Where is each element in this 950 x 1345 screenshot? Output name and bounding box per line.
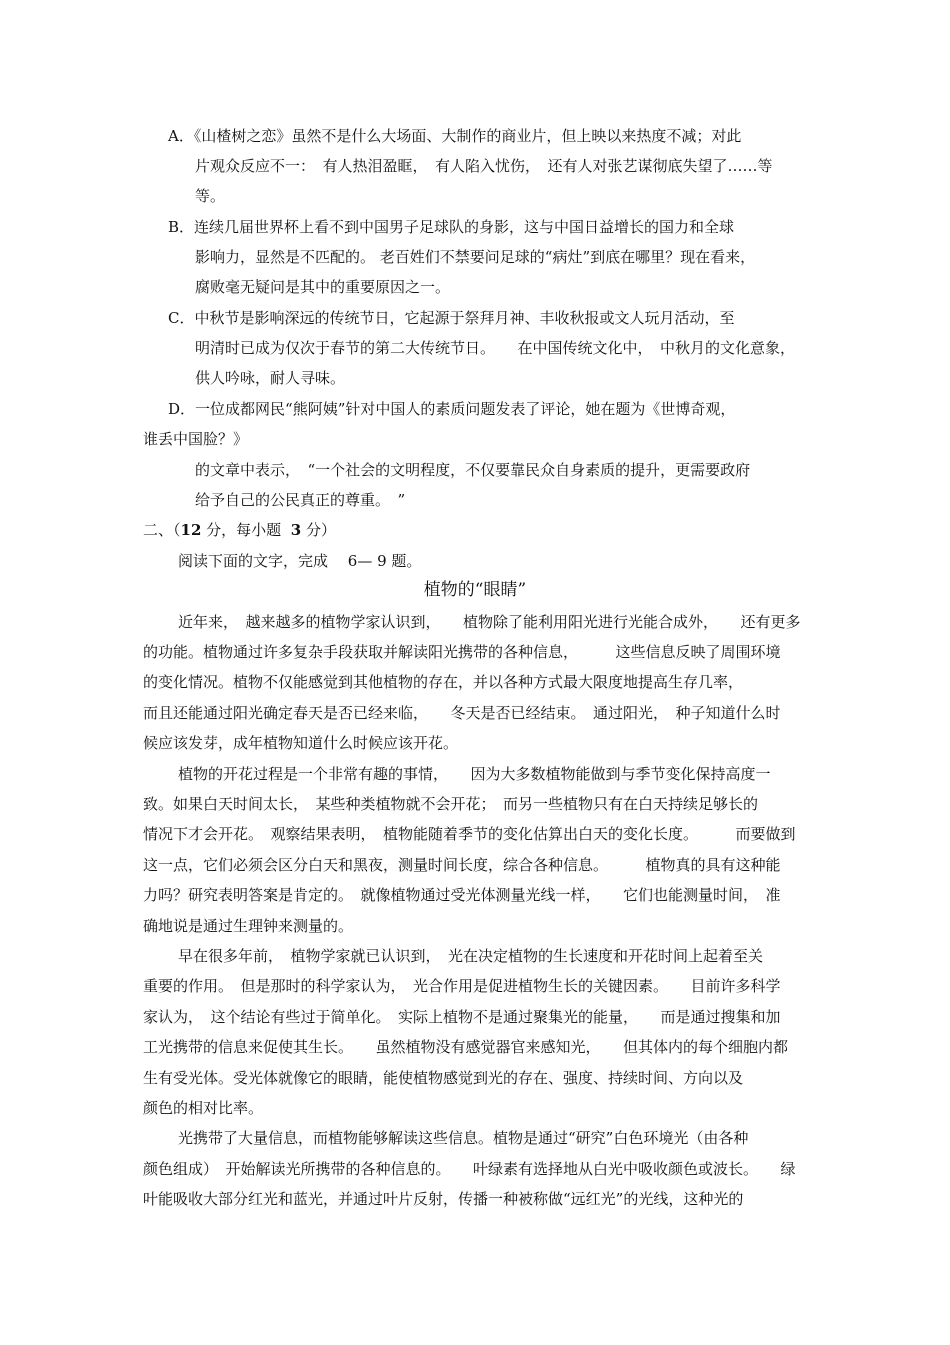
body-line: 植物的开花过程是一个非常有趣的事情， 因为大多数植物能做到与季节变化保持高度一 (178, 765, 771, 783)
option-c-line-3: 供人吟咏，耐人寻味。 (195, 369, 346, 387)
body-line: 家认为， 这个结论有些过于简单化。 实际上植物不是通过聚集光的能量， 而是通过搜集和加 (143, 1008, 781, 1026)
option-b-line-3: 腐败毫无疑问是其中的重要原因之一。 (195, 278, 451, 296)
option-d-line-1: D．一位成都网民“熊阿姨”针对中国人的素质问题发表了评论，她在题为《世博奇观， (168, 400, 736, 418)
body-line: 这一点，它们必须会区分白天和黑夜，测量时间长度，综合各种信息。 植物真的具有这种能 (143, 856, 781, 874)
option-d-line-2: 谁丢中国脸？》 (143, 430, 249, 448)
option-a-line-3: 等。 (195, 187, 226, 205)
section-each-points: 3 (290, 521, 302, 539)
body-line: 光携带了大量信息，而植物能够解读这些信息。植物是通过“研究”白色环境光（由各种 (178, 1129, 749, 1147)
section-instruction: 阅读下面的文字，完成 6— 9 题。 (178, 552, 422, 570)
body-line: 颜色的相对比率。 (143, 1099, 264, 1117)
body-line: 近年来， 越来越多的植物学家认识到， 植物除了能利用阳光进行光能合成外， 还有更多 (178, 613, 801, 631)
option-c-line-1: C．中秋节是影响深远的传统节日，它起源于祭拜月神、丰收秋报或文人玩月活动，至 (168, 309, 735, 327)
section-points: 12 (180, 521, 202, 539)
section-prefix: 二、（ (143, 521, 181, 539)
option-a-line-2: 片观众反应不一： 有人热泪盈眶， 有人陷入忧伤， 还有人对张艺谋彻底失望了……等 (195, 157, 773, 175)
option-a-line-1: A．《山楂树之恋》虽然不是什么大场面、大制作的商业片，但上映以来热度不减；对此 (168, 127, 742, 145)
body-line: 而且还能通过阳光确定春天是否已经来临， 冬天是否已经结束。 通过阳光， 种子知道什么时 (143, 704, 781, 722)
body-line: 情况下才会开花。 观察结果表明， 植物能随着季节的变化估算出白天的变化长度。 而要做到 (143, 825, 796, 843)
body-line: 确地说是通过生理钟来测量的。 (143, 917, 354, 935)
article-title: 植物的“眼睛” (423, 580, 527, 600)
body-line: 重要的作用。 但是那时的科学家认为， 光合作用是促进植物生长的关键因素。 目前许多科学 (143, 977, 781, 995)
section-header (143, 520, 336, 540)
body-line: 致。如果白天时间太长， 某些种类植物就不会开花； 而另一些植物只有在白天持续足够长的 (143, 795, 759, 813)
body-line: 早在很多年前， 植物学家就已认识到， 光在决定植物的生长速度和开花时间上起着至关 (178, 947, 764, 965)
section-mid: 分，每小题 (206, 521, 282, 539)
body-line: 工光携带的信息来促使其生长。 虽然植物没有感觉器官来感知光， 但其体内的每个细胞内都 (143, 1038, 789, 1056)
body-line: 的变化情况。植物不仅能感觉到其他植物的存在，并以各种方式最大限度地提高生存几率， (143, 673, 744, 691)
option-b-line-2: 影响力，显然是不匹配的。 老百姓们不禁要问足球的“病灶”到底在哪里？现在看来， (195, 248, 756, 266)
body-line: 候应该发芽，成年植物知道什么时候应该开花。 (143, 734, 459, 752)
section-suffix: 分） (305, 521, 336, 539)
option-c-line-2: 明清时已成为仅次于春节的第二大传统节日。 在中国传统文化中， 中秋月的文化意象， (195, 339, 796, 357)
body-line: 的功能。植物通过许多复杂手段获取并解读阳光携带的各种信息， 这些信息反映了周围环境 (143, 643, 781, 661)
body-line: 生有受光体。受光体就像它的眼睛，能使植物感觉到光的存在、强度、持续时间、方向以及 (143, 1069, 744, 1087)
option-d-line-3: 的文章中表示， “一个社会的文明程度，不仅要靠民众自身素质的提升，更需要政府 (195, 461, 751, 479)
body-line: 力吗？研究表明答案是肯定的。 就像植物通过受光体测量光线一样， 它们也能测量时间， 准 (143, 886, 781, 904)
body-line: 颜色组成） 开始解读光所携带的各种信息的。 叶绿素有选择地从白光中吸收颜色或波长。 绿 (143, 1160, 796, 1178)
option-d-line-4: 给予自己的公民真正的尊重。 ” (195, 491, 406, 509)
option-b-line-1: B．连续几届世界杯上看不到中国男子足球队的身影，这与中国日益增长的国力和全球 (168, 218, 735, 236)
body-line: 叶能吸收大部分红光和蓝光，并通过叶片反射，传播一种被称做“远红光”的光线，这种光的 (143, 1190, 744, 1208)
